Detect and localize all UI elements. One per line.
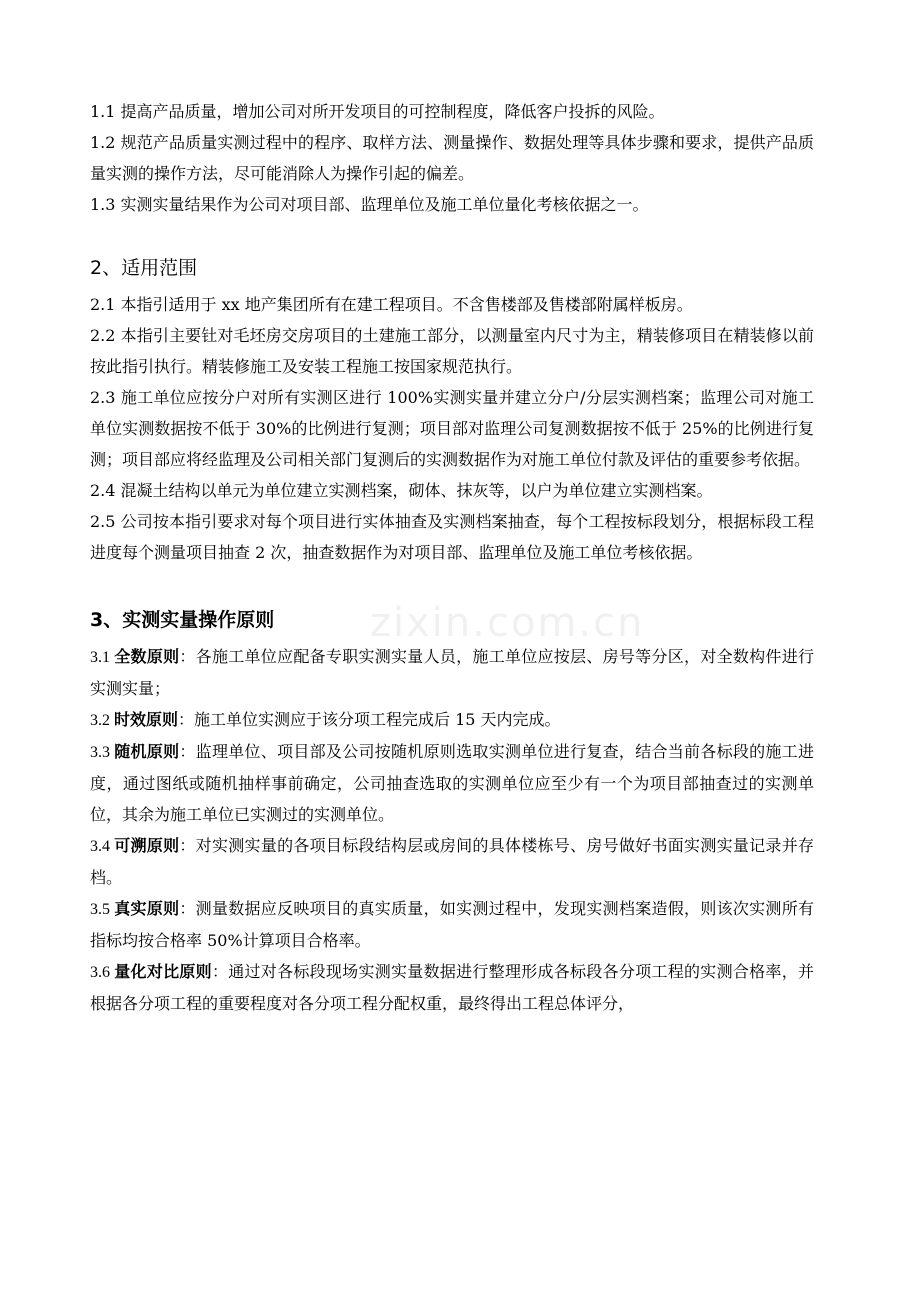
principle-text: ：各施工单位应配备专职实测实量人员，施工单位应按层、房号等分区，对全数构件进行实测实量； bbox=[90, 647, 814, 698]
paragraph-2-2: 2.2 本指引主要钍对毛坯房交房项目的土建施工部分，以测量室内尺寸为主，精装修项目在精装修以前按此指引执行。精装修施工及安装工程施工按国家规范执行。 bbox=[90, 326, 814, 376]
section-3-heading: 3、实测实量操作原则 bbox=[90, 609, 275, 631]
principle-term: 时效原则 bbox=[114, 710, 179, 729]
paragraph-2-5: 2.5 公司按本指引要求对每个项目进行实体抽查及实测档案抽查，每个工程按标段划分，根据标段工程进度每个测量项目抽查 2 次，抽查数据作为对项目部、监理单位及施工单位考核依据。 bbox=[90, 512, 814, 562]
principle-term: 真实原则 bbox=[114, 899, 180, 918]
principle-text: ：对实测实量的各项目标段结构层或房间的具体楼栋号、房号做好书面实测实量记录并存档。 bbox=[90, 836, 814, 887]
paragraph-1-2: 1.2 规范产品质量实测过程中的程序、取样方法、测量操作、数据处理等具体步骤和要求，提供产品质量实测的操作方法，尽可能消除人为操作引起的偏差。 bbox=[90, 133, 814, 183]
principle-3-3 bbox=[90, 736, 814, 830]
paragraph-1-1: 1.1 提高产品质量，增加公司对所开发项目的可控制程度，降低客户投拆的风险。 bbox=[90, 102, 665, 121]
principle-text: ：通过对各标段现场实测实量数据进行整理形成各标段各分项工程的实测合格率，并根据各分项工程的重要程度对各分项工程分配权重，最终得出工程总体评分， bbox=[90, 962, 814, 1013]
watermark-text: zixin.com.cn bbox=[370, 600, 645, 646]
principle-term: 可溯原则 bbox=[114, 836, 180, 855]
document-page bbox=[90, 96, 814, 1019]
principle-text: ：施工单位实测应于该分项工程完成后 15 天内完成。 bbox=[178, 710, 561, 729]
principle-term: 随机原则 bbox=[114, 742, 180, 761]
principle-number: 3.4 bbox=[90, 838, 115, 855]
principle-number: 3.6 bbox=[90, 964, 115, 981]
principle-3-1 bbox=[90, 641, 814, 704]
principle-text: ：监理单位、项目部及公司按随机原则选取实测单位进行复查，结合当前各标段的施工进度，通过图纸或随机抽样事前确定，公司抽查选取的实测单位应至少有一个为项目部抽查过的实测单位，其余为施工单位已实测过的实测单位。 bbox=[90, 742, 814, 824]
paragraph-1-3: 1.3 实测实量结果作为公司对项目部、监理单位及施工单位量化考核依据之一。 bbox=[90, 195, 649, 214]
principle-term: 全数原则 bbox=[114, 647, 180, 666]
principle-number: 3.5 bbox=[90, 901, 115, 918]
section-2-heading: 2、适用范围 bbox=[90, 257, 198, 279]
principle-3-6 bbox=[90, 956, 814, 1019]
paragraph-2-3: 2.3 施工单位应按分户对所有实测区进行 100%实测实量并建立分户/分层实测档案；监理公司对施工单位实测数据按不低于 30%的比例进行复测；项目部对监理公司复测数据按不低于 25%的比例进行复测；项目部应将经监理及公司相关部门复测后的实测数据作为对施工单位付款及评估的重要参考依据。 bbox=[90, 388, 814, 469]
principle-number: 3.1 bbox=[90, 649, 115, 666]
paragraph-2-4: 2.4 混凝土结构以单元为单位建立实测档案，砌体、抹灰等，以户为单位建立实测档案。 bbox=[90, 481, 713, 500]
paragraph-2-1: 2.1 本指引适用于 xx 地产集团所有在建工程项目。不含售楼部及售楼部附属样板房。 bbox=[90, 295, 693, 314]
principle-text: ：测量数据应反映项目的真实质量，如实测过程中，发现实测档案造假，则该次实测所有指标均按合格率 50%计算项目合格率。 bbox=[90, 899, 814, 950]
principle-number: 3.2 bbox=[90, 712, 114, 729]
principle-3-5 bbox=[90, 893, 814, 956]
principle-3-4 bbox=[90, 830, 814, 893]
principle-3-2 bbox=[90, 704, 814, 736]
principle-term: 量化对比原则 bbox=[114, 962, 212, 981]
principle-number: 3.3 bbox=[90, 744, 115, 761]
